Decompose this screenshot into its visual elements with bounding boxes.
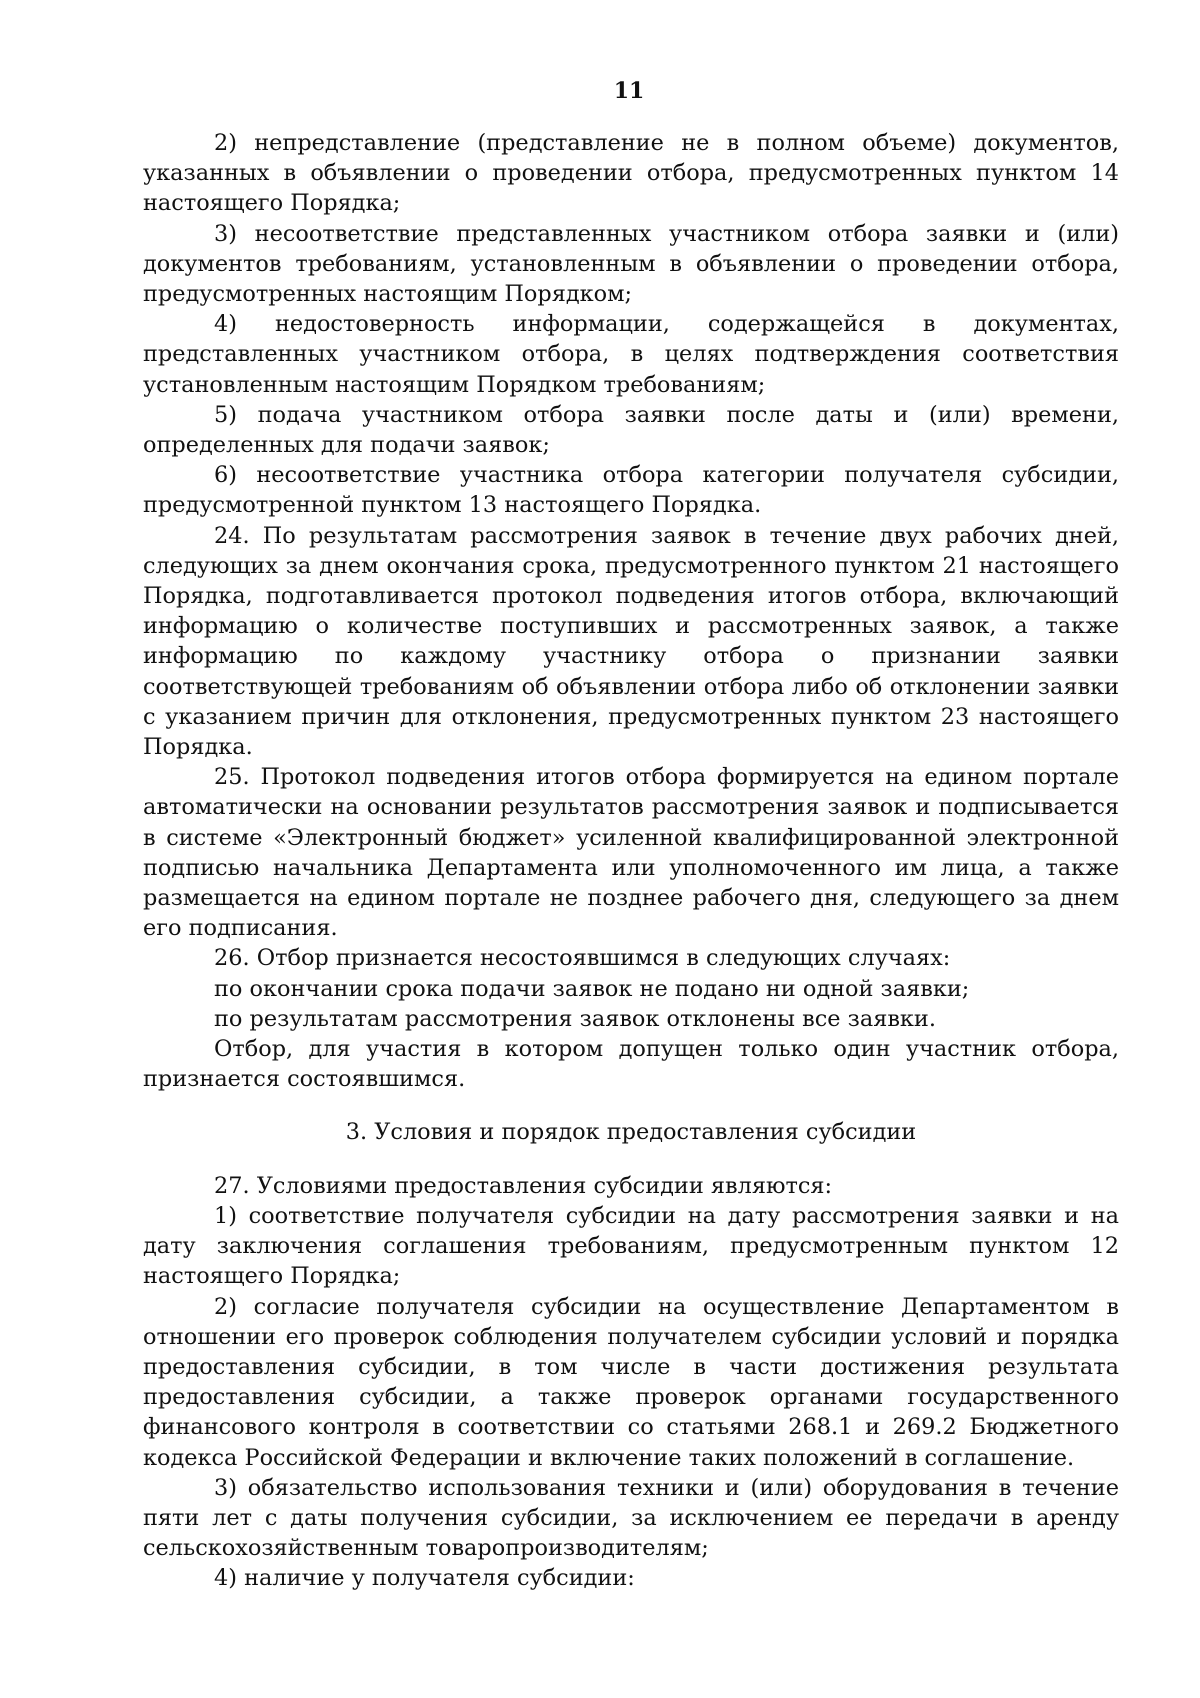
- paragraph-item-6: 6) несоответствие участника отбора категории получателя субсидии, предусмотренной пунктом 13 настоящего Порядка.: [143, 462, 1119, 519]
- paragraph-item-4: 4) недостоверность информации, содержащейся в документах, представленных участником отбора, в целях подтверждения соответствия установленным настоящим Порядком требованиям;: [143, 311, 1119, 398]
- paragraph-clause-24: 24. По результатам рассмотрения заявок в течение двух рабочих дней, следующих за днем окончания срока, предусмотренного пунктом 21 настоящего Порядка, подготавливается протокол подведения итогов отбора, включающий информацию о количестве поступивших и рассмотренных заявок, а также информацию по каждому участнику отбора о признании заявки соответствующей требованиям об объявлении отбора либо об отклонении заявки с указанием причин для отклонения, предусмотренных пунктом 23 настоящего Порядка.: [143, 522, 1119, 761]
- paragraph-item-3: 3) несоответствие представленных участником отбора заявки и (или) документов требованиям, установленным в объявлении о проведении отбора, предусмотренных настоящим Порядком;: [143, 220, 1119, 308]
- paragraph-clause-26-case-1: по окончании срока подачи заявок не подано ни одной заявки;: [214, 975, 970, 1002]
- paragraph-clause-27: 27. Условиями предоставления субсидии являются:: [214, 1172, 833, 1199]
- paragraph-condition-4: 4) наличие у получателя субсидии:: [214, 1565, 635, 1592]
- paragraph-item-2: 2) непредставление (представление не в полном объеме) документов, указанных в объявлении о проведении отбора, предусмотренных пунктом 14 настоящего Порядка;: [143, 130, 1119, 217]
- paragraph-condition-2: 2) согласие получателя субсидии на осуществление Департаментом в отношении его проверок соблюдения получателем субсидии условий и порядка предоставления субсидии, в том числе в части достижения результата предоставления субсидии, а также проверок органами государственного финансового контроля в соответствии со статьями 268.1 и 269.2 Бюджетного кодекса Российской Федерации и включение таких положений в соглашение.: [143, 1293, 1119, 1471]
- page-number: 11: [613, 78, 645, 104]
- paragraph-clause-25: 25. Протокол подведения итогов отбора формируется на едином портале автоматически на основании результатов рассмотрения заявок и подписывается в системе «Электронный бюджет» усиленной квалифицированной электронной подписью начальника Департамента или уполномоченного им лица, а также размещается на едином портале не позднее рабочего дня, следующего за днем его подписания.: [143, 764, 1119, 942]
- paragraph-condition-3: 3) обязательство использования техники и (или) оборудования в течение пяти лет с даты получения субсидии, за исключением ее передачи в аренду сельскохозяйственным товаропроизводителям;: [143, 1474, 1119, 1562]
- section-heading: 3. Условия и порядок предоставления субсидии: [345, 1118, 917, 1145]
- paragraph-clause-26: 26. Отбор признается несостоявшимся в следующих случаях:: [214, 945, 951, 972]
- paragraph-condition-1: 1) соответствие получателя субсидии на дату рассмотрения заявки и на дату заключения соглашения требованиям, предусмотренным пунктом 12 настоящего Порядка;: [143, 1202, 1119, 1290]
- paragraph-item-5: 5) подача участником отбора заявки после даты и (или) времени, определенных для подачи заявок;: [143, 401, 1119, 459]
- paragraph-clause-26-note: Отбор, для участия в котором допущен только один участник отбора, признается состоявшимся.: [143, 1036, 1119, 1093]
- document-body: [143, 128, 1119, 1594]
- paragraph-clause-26-case-2: по результатам рассмотрения заявок отклонены все заявки.: [214, 1005, 936, 1032]
